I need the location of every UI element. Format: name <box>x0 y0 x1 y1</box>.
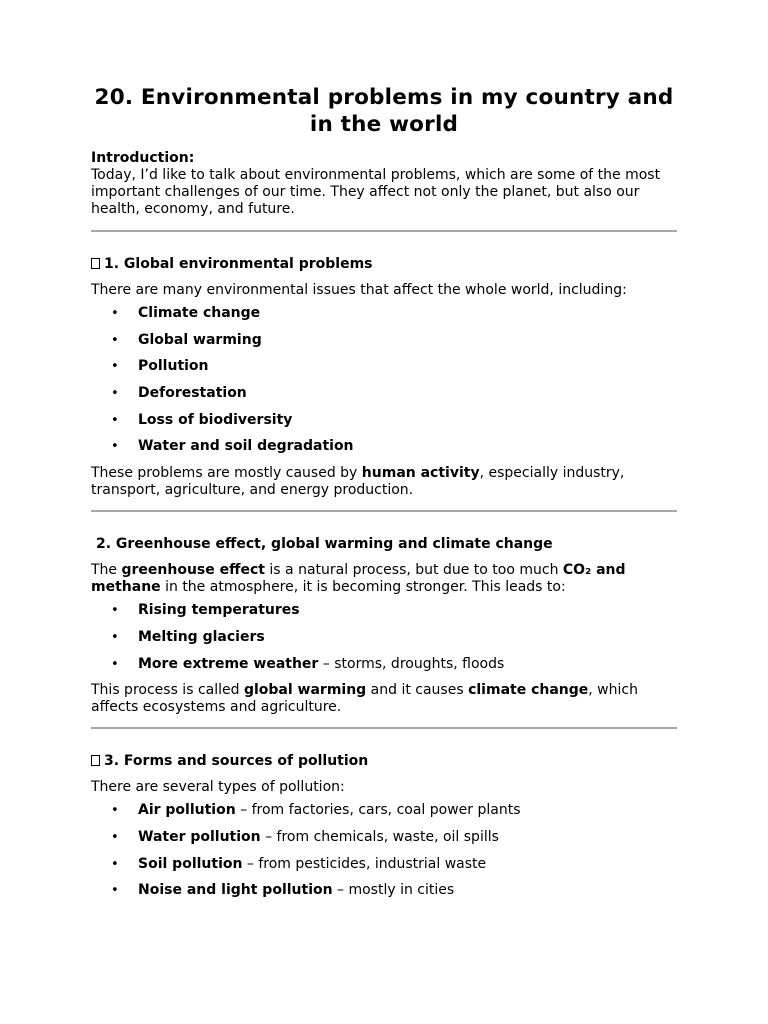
section-divider <box>91 727 677 729</box>
section-3-list <box>91 802 677 909</box>
list-item: • Climate change <box>91 305 677 332</box>
list-item: • Global warming <box>91 332 677 359</box>
section-1-closing: These problems are mostly caused by human activity, especially industry, transport, agriculture, and energy production. <box>91 465 625 499</box>
section-2-lead: The greenhouse effect is a natural process, but due to too much CO₂ and methane in the atmosphere, it is becoming stronger. This leads to: <box>91 562 626 596</box>
section-1-lead: There are many environmental issues that affect the whole world, including: <box>91 282 627 298</box>
section-3-title: 3. Forms and sources of pollution <box>104 753 369 770</box>
missing-glyph-icon <box>91 258 100 269</box>
section-1-list <box>91 305 677 465</box>
introduction <box>91 150 677 218</box>
list-item: • Loss of biodiversity <box>91 412 677 439</box>
introduction-heading: Introduction: <box>91 150 195 166</box>
missing-glyph-icon <box>91 755 100 766</box>
section-2-closing: This process is called global warming and it causes climate change, which affects ecosystems and agriculture. <box>91 682 638 716</box>
section-1-title: 1. Global environmental problems <box>104 256 373 272</box>
section-2-list <box>91 602 677 682</box>
list-item: • Soil pollution – from pesticides, industrial waste <box>91 856 677 883</box>
list-item: • More extreme weather – storms, droughts, floods <box>91 656 677 683</box>
document-title: 20. Environmental problems in my country and in the world <box>94 85 674 137</box>
list-item: • Rising temperatures <box>91 602 677 629</box>
section-3-lead: There are several types of pollution: <box>91 779 345 796</box>
list-item: • Water pollution – from chemicals, waste, oil spills <box>91 829 677 856</box>
section-divider <box>91 230 677 232</box>
list-item: • Water and soil degradation <box>91 438 677 465</box>
introduction-text: Today, I’d like to talk about environmental problems, which are some of the most important challenges of our time. They affect not only the planet, but also our health, economy, and future. <box>91 167 661 217</box>
section-3-heading <box>91 753 677 770</box>
section-2-heading: 2. Greenhouse effect, global warming and climate change <box>96 536 553 553</box>
list-item: • Deforestation <box>91 385 677 412</box>
document-body <box>91 84 677 909</box>
section-1-heading <box>91 256 677 273</box>
list-item: • Pollution <box>91 358 677 385</box>
list-item: • Air pollution – from factories, cars, coal power plants <box>91 802 677 829</box>
section-divider <box>91 510 677 512</box>
list-item: • Melting glaciers <box>91 629 677 656</box>
list-item: • Noise and light pollution – mostly in cities <box>91 882 677 909</box>
